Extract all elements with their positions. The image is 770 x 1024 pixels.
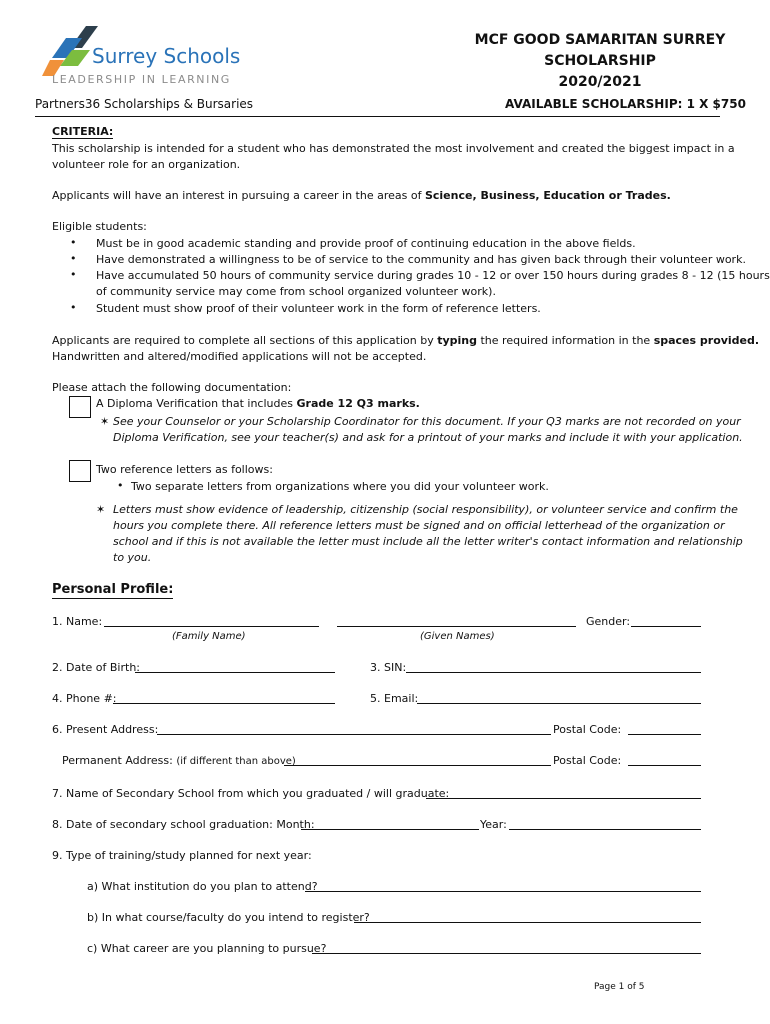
graduation-year-label: Year:: [480, 818, 507, 831]
email-field[interactable]: [417, 703, 701, 704]
eligible-heading: Eligible students:: [52, 220, 147, 233]
letters-note-1: Letters must show evidence of leadership, citizenship (social responsibility), or volunteer service and confirm the: [113, 503, 738, 516]
diploma-item: A Diploma Verification that includes Grade 12 Q3 marks.: [96, 397, 420, 410]
typing-instruction: Applicants are required to complete all sections of this application by typing the required information in the spaces provided.: [52, 334, 760, 347]
partners-caption: Partners36 Scholarships & Bursaries: [35, 97, 254, 111]
title-line-1: MCF GOOD SAMARITAN SURREY: [474, 32, 726, 48]
letters-note-4: to you.: [113, 551, 152, 564]
postal-code-field[interactable]: [628, 734, 701, 735]
gender-field[interactable]: [631, 626, 701, 627]
training-label: 9. Type of training/study planned for next year:: [52, 849, 312, 862]
career-field[interactable]: [312, 953, 701, 954]
title-line-3: 2020/2021: [558, 74, 642, 90]
postal-code-field-2[interactable]: [628, 765, 701, 766]
sin-field[interactable]: [406, 672, 701, 673]
diploma-note-2: Diploma Verification, see your teacher(s) and ask for a printout of your marks and include it with your application.: [113, 431, 743, 444]
course-field[interactable]: [354, 922, 701, 923]
school-label: 7. Name of Secondary School from which you graduated / will graduate:: [52, 787, 450, 800]
school-field[interactable]: [426, 798, 701, 799]
criteria-line-1: This scholarship is intended for a student who has demonstrated the most involvement and created the biggest impact in a: [52, 142, 735, 155]
diploma-note-1: See your Counselor or your Scholarship Coordinator for this document. If your Q3 marks are not recorded on your: [113, 415, 741, 428]
given-name-field[interactable]: [337, 626, 576, 627]
surrey-schools-logo: [42, 22, 252, 92]
dob-label: 2. Date of Birth:: [52, 661, 140, 674]
institution-field[interactable]: [305, 891, 701, 892]
references-bullet: Two separate letters from organizations where you did your volunteer work.: [131, 480, 549, 493]
letters-note-3: school and if this is not available the letter must include all the letter writer's contact information and relationship: [113, 535, 743, 548]
postal-code-label-2: Postal Code:: [553, 754, 622, 767]
criteria-line-2: volunteer role for an organization.: [52, 158, 241, 171]
page-number: Page 1 of 5: [594, 982, 645, 992]
course-label: b) In what course/faculty do you intend to register?: [87, 911, 370, 924]
family-name-caption: (Family Name): [172, 631, 246, 642]
documentation-heading: Please attach the following documentation:: [52, 381, 292, 394]
present-address-field[interactable]: [157, 734, 551, 735]
permanent-address-label: Permanent Address: (if different than above): [62, 754, 296, 767]
scholarship-title: [470, 30, 730, 93]
institution-label: a) What institution do you plan to attend?: [87, 880, 318, 893]
name-label: 1. Name:: [52, 615, 103, 628]
interest-text: Applicants will have an interest in pursuing a career in the areas of Science, Business, Education or Trades.: [52, 189, 671, 202]
references-checkbox[interactable]: [69, 460, 91, 482]
available-scholarship: AVAILABLE SCHOLARSHIP: 1 X $750: [505, 97, 746, 111]
handwritten-note: Handwritten and altered/modified applications will not be accepted.: [52, 350, 427, 363]
logo-tagline: LEADERSHIP IN LEARNING: [52, 73, 231, 86]
header-divider: [35, 116, 720, 117]
references-item: Two reference letters as follows:: [96, 463, 273, 476]
graduation-year-field[interactable]: [509, 829, 701, 830]
phone-label: 4. Phone #:: [52, 692, 117, 705]
email-label: 5. Email:: [370, 692, 419, 705]
criteria-heading: CRITERIA:: [52, 125, 114, 138]
asterisk-icon: ✶: [100, 415, 110, 428]
asterisk-icon: ✶: [96, 503, 106, 516]
present-address-label: 6. Present Address:: [52, 723, 159, 736]
sin-label: 3. SIN:: [370, 661, 407, 674]
phone-field[interactable]: [113, 703, 335, 704]
diploma-checkbox[interactable]: [69, 396, 91, 418]
personal-profile-heading: Personal Profile:: [52, 582, 174, 597]
career-label: c) What career are you planning to pursue?: [87, 942, 327, 955]
letters-note-2: hours you complete there. All reference letters must be signed and on official letterhead of the organization or: [113, 519, 725, 532]
given-name-caption: (Given Names): [420, 631, 495, 642]
postal-code-label: Postal Code:: [553, 723, 622, 736]
family-name-field[interactable]: [104, 626, 319, 627]
permanent-address-field[interactable]: [284, 765, 551, 766]
dob-field[interactable]: [135, 672, 335, 673]
graduation-month-label: 8. Date of secondary school graduation: Month:: [52, 818, 315, 831]
title-line-2: SCHOLARSHIP: [544, 53, 656, 69]
graduation-month-field[interactable]: [301, 829, 479, 830]
logo-name: Surrey Schools: [92, 44, 241, 68]
gender-label: Gender:: [586, 615, 631, 628]
